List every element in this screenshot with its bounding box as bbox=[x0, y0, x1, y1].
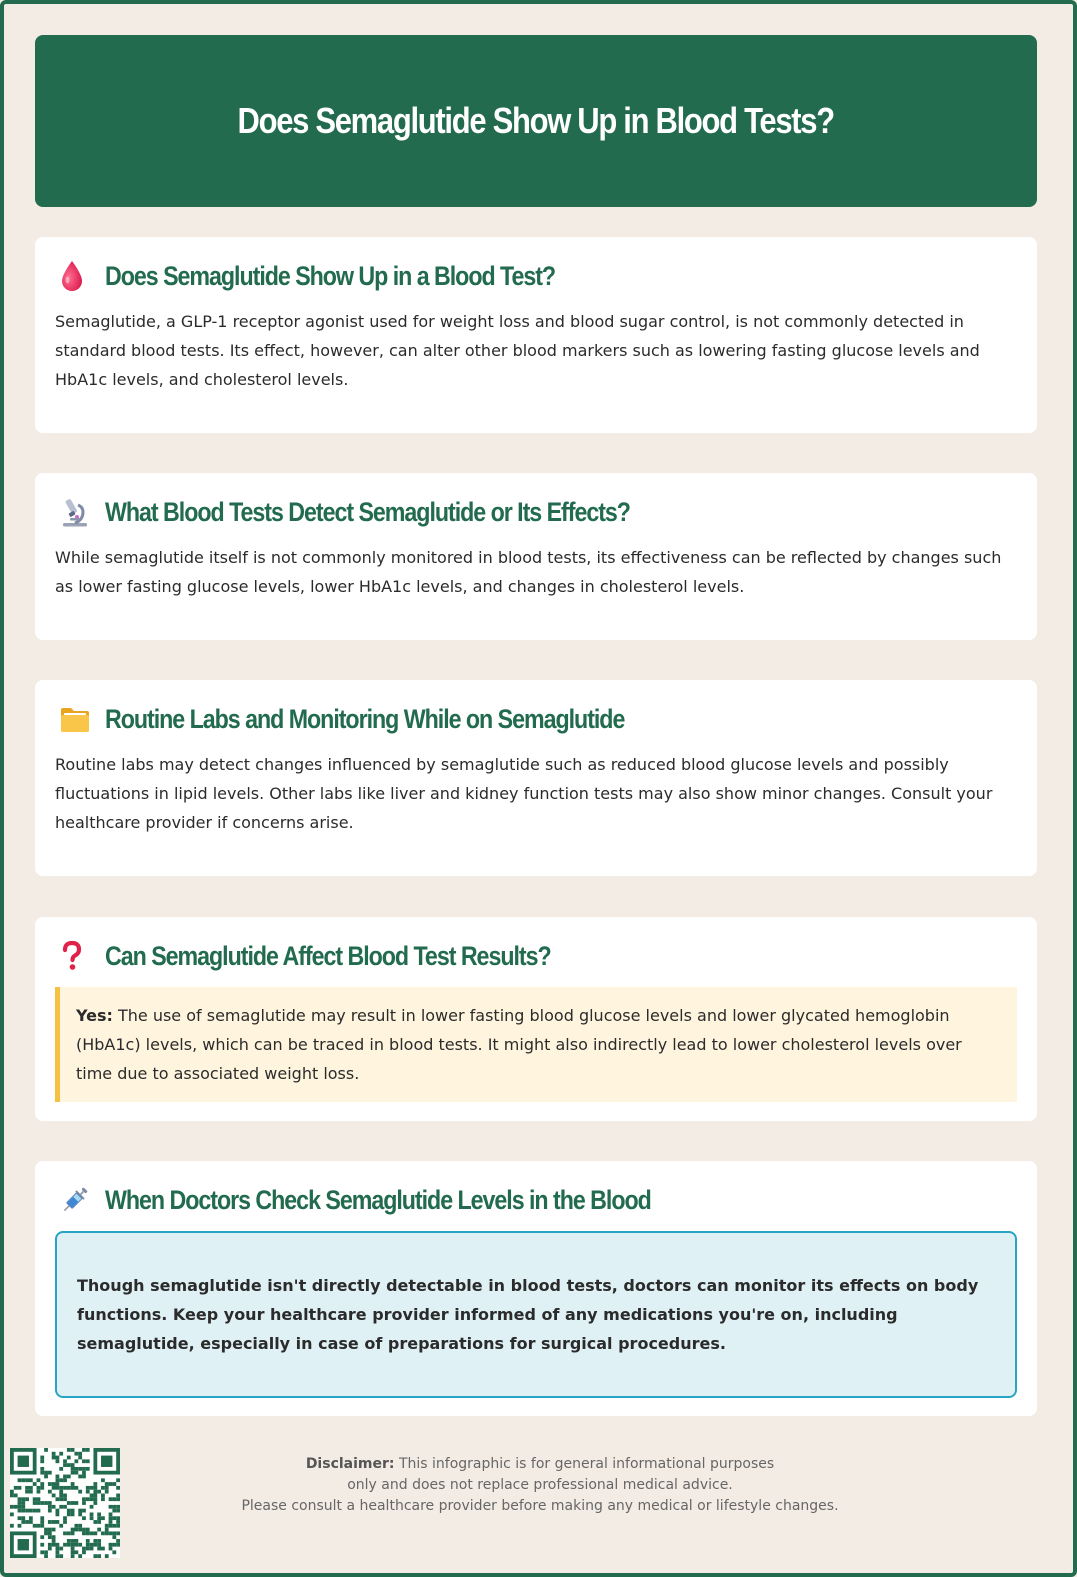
page-header bbox=[35, 35, 1037, 207]
folder-icon bbox=[55, 702, 95, 736]
page-title: Does Semaglutide Show Up in Blood Tests? bbox=[237, 100, 835, 141]
section-heading bbox=[55, 259, 1017, 293]
disclaimer-line-1: This infographic is for general informational purposes bbox=[394, 1456, 775, 1472]
disclaimer-label: Disclaimer: bbox=[305, 1456, 395, 1472]
section-heading bbox=[55, 939, 1017, 973]
section-title: When Doctors Check Semaglutide Levels in the Blood bbox=[105, 1184, 651, 1215]
syringe-icon bbox=[55, 1183, 95, 1217]
section-body: Routine labs may detect changes influenced by semaglutide such as reduced blood glucose levels and possibly fluctuations in lipid levels. Other labs like liver and kidney function tests may also show minor changes. Consult your healthcare provider if concerns arise. bbox=[55, 755, 993, 832]
callout-body: The use of semaglutide may result in lower fasting blood glucose levels and lower glycated hemoglobin (HbA1c) levels, which can be traced in blood tests. It might also indirectly lead to lower cholesterol levels over time due to associated weight loss. bbox=[76, 1006, 962, 1083]
callout-lead: Yes: bbox=[76, 1006, 113, 1025]
section-title: What Blood Tests Detect Semaglutide or Its Effects? bbox=[105, 496, 630, 527]
footer bbox=[0, 1440, 1077, 1570]
section-title: Can Semaglutide Affect Blood Test Results? bbox=[105, 940, 551, 971]
section-card-detection bbox=[35, 237, 1037, 433]
section-card-test-results bbox=[35, 917, 1037, 1121]
microscope-icon bbox=[55, 495, 95, 529]
section-body: While semaglutide itself is not commonly monitored in blood tests, its effectiveness can be reflected by changes such as lower fasting glucose levels, lower HbA1c levels, and changes in cholesterol levels. bbox=[55, 548, 1002, 596]
qr-code[interactable] bbox=[10, 1448, 120, 1558]
info-callout bbox=[55, 1231, 1017, 1398]
section-card-doctors bbox=[35, 1161, 1037, 1416]
question-mark-icon bbox=[55, 939, 95, 973]
disclaimer-line-3: Please consult a healthcare provider before making any medical or lifestyle changes. bbox=[241, 1498, 839, 1514]
callout-body: Though semaglutide isn't directly detectable in blood tests, doctors can monitor its effects on body functions. Keep your healthcare provider informed of any medications you're on, including semaglutide, especially in case of preparations for surgical procedures. bbox=[77, 1276, 979, 1353]
disclaimer bbox=[140, 1454, 940, 1517]
section-title: Routine Labs and Monitoring While on Semaglutide bbox=[105, 703, 625, 734]
disclaimer-line-2: only and does not replace professional medical advice. bbox=[347, 1477, 733, 1493]
section-heading bbox=[55, 495, 1017, 529]
blood-drop-icon bbox=[55, 259, 95, 293]
section-heading bbox=[55, 702, 1017, 736]
section-card-tests bbox=[35, 473, 1037, 640]
answer-callout bbox=[55, 987, 1017, 1102]
callout-text bbox=[76, 1001, 999, 1088]
section-body: Semaglutide, a GLP-1 receptor agonist used for weight loss and blood sugar control, is not commonly detected in standard blood tests. Its effect, however, can alter other blood markers such as lowering fasting glucose levels and HbA1c levels, and cholesterol levels. bbox=[55, 312, 980, 389]
section-title: Does Semaglutide Show Up in a Blood Test? bbox=[105, 260, 556, 291]
section-heading bbox=[55, 1183, 1017, 1217]
section-card-routine-labs bbox=[35, 680, 1037, 876]
